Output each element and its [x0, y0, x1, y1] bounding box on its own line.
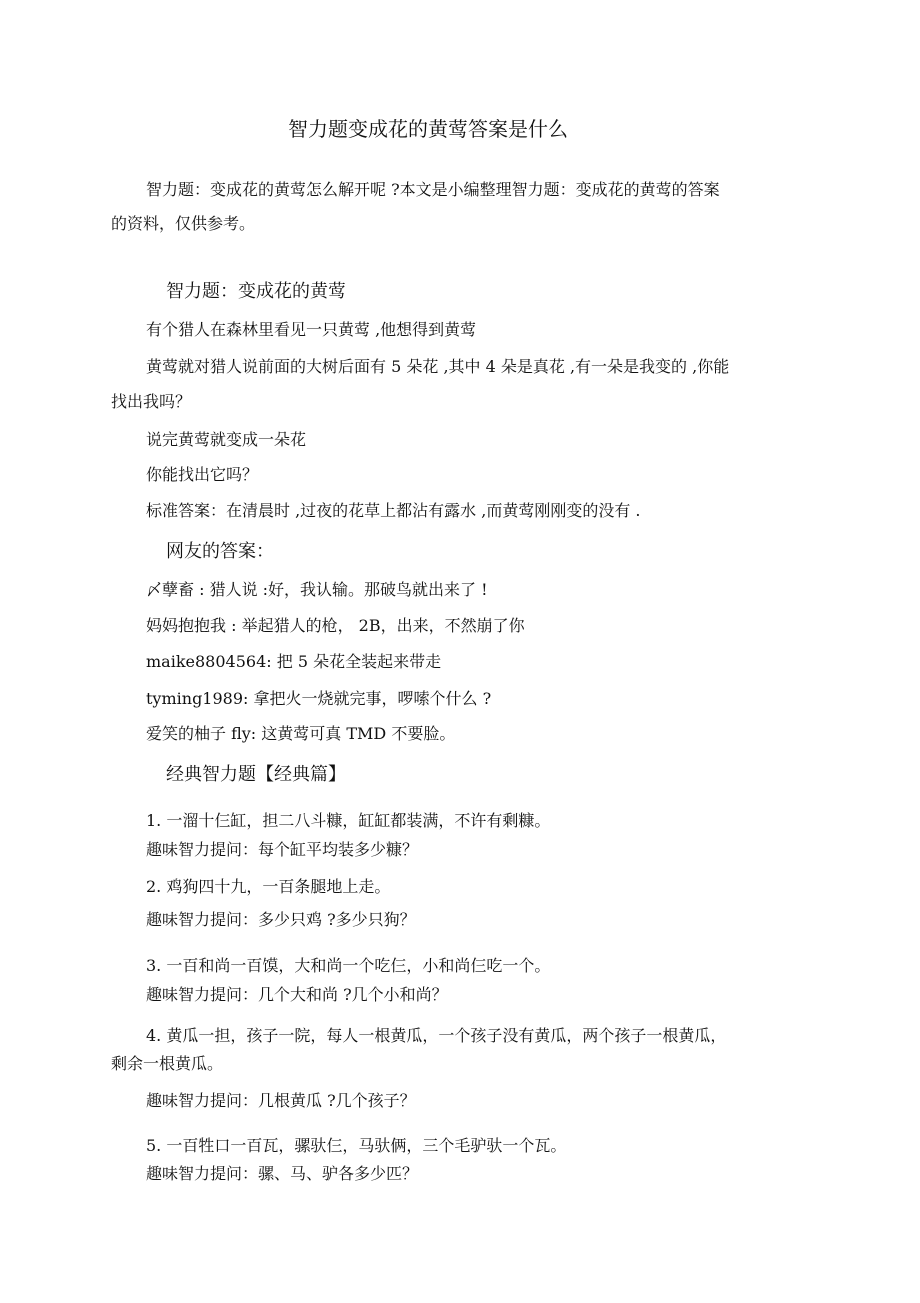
netizen-answer: tyming1989: 拿把火一烧就完事，啰嗦个什么 ? [146, 689, 492, 708]
standard-answer: 标准答案：在清晨时 ,过夜的花草上都沾有露水 ,而黄莺刚刚变的没有 . [146, 501, 641, 520]
classic-question: 趣味智力提问：几根黄瓜 ?几个孩子？ [146, 1091, 416, 1110]
classic-riddle: 4. 黄瓜一担，孩子一院，每人一根黄瓜，一个孩子没有黄瓜，两个孩子一根黄瓜， [146, 1026, 727, 1045]
classic-riddle: 1. 一溜十仨缸，担二八斗糠，缸缸都装满，不许有剩糠。 [146, 811, 551, 830]
netizen-answer: maike8804564: 把 5 朵花全装起来带走 [146, 652, 442, 671]
classic-riddle-continued: 剩余一根黄瓜。 [111, 1054, 224, 1073]
netizen-answer: 〆孽畜 : 猎人说 :好，我认输。那破鸟就出来了 ! [146, 580, 488, 599]
puzzle-line-2: 黄莺就对猎人说前面的大树后面有 5 朵花 ,其中 4 朵是真花 ,有一朵是我变的 ,你能 [146, 357, 730, 376]
puzzle-line-3: 找出我吗？ [111, 392, 192, 411]
section-heading-netizen-answers: 网友的答案： [166, 541, 274, 562]
netizen-answer: 妈妈抱抱我 : 举起猎人的枪， 2B，出来，不然崩了你 [146, 616, 525, 635]
classic-question: 趣味智力提问：每个缸平均装多少糠？ [146, 840, 419, 859]
puzzle-line-1: 有个猎人在森林里看见一只黄莺 ,他想得到黄莺 [146, 320, 477, 339]
classic-question: 趣味智力提问：几个大和尚 ?几个小和尚？ [146, 985, 448, 1004]
classic-riddle: 5. 一百牲口一百瓦，骡驮仨，马驮俩，三个毛驴驮一个瓦。 [146, 1136, 567, 1155]
puzzle-line-4: 说完黄莺就变成一朵花 [146, 430, 307, 449]
classic-question: 趣味智力提问：骡、马、驴各多少匹？ [146, 1164, 419, 1183]
document-title: 智力题变成花的黄莺答案是什么 [288, 117, 568, 141]
classic-question: 趣味智力提问：多少只鸡 ?多少只狗？ [146, 910, 416, 929]
section-heading-puzzle: 智力题：变成花的黄莺 [166, 281, 346, 302]
netizen-answer: 爱笑的柚子 fly: 这黄莺可真 TMD 不要脸。 [146, 724, 456, 743]
classic-riddle: 2. 鸡狗四十九，一百条腿地上走。 [146, 877, 391, 896]
classic-riddle: 3. 一百和尚一百馍，大和尚一个吃仨，小和尚仨吃一个。 [146, 956, 551, 975]
section-heading-classic: 经典智力题【经典篇】 [166, 764, 346, 785]
puzzle-line-5: 你能找出它吗？ [146, 465, 259, 484]
intro-line-1: 智力题：变成花的黄莺怎么解开呢 ?本文是小编整理智力题：变成花的黄莺的答案 [146, 180, 720, 199]
intro-line-2: 的资料，仅供参考。 [111, 214, 256, 233]
